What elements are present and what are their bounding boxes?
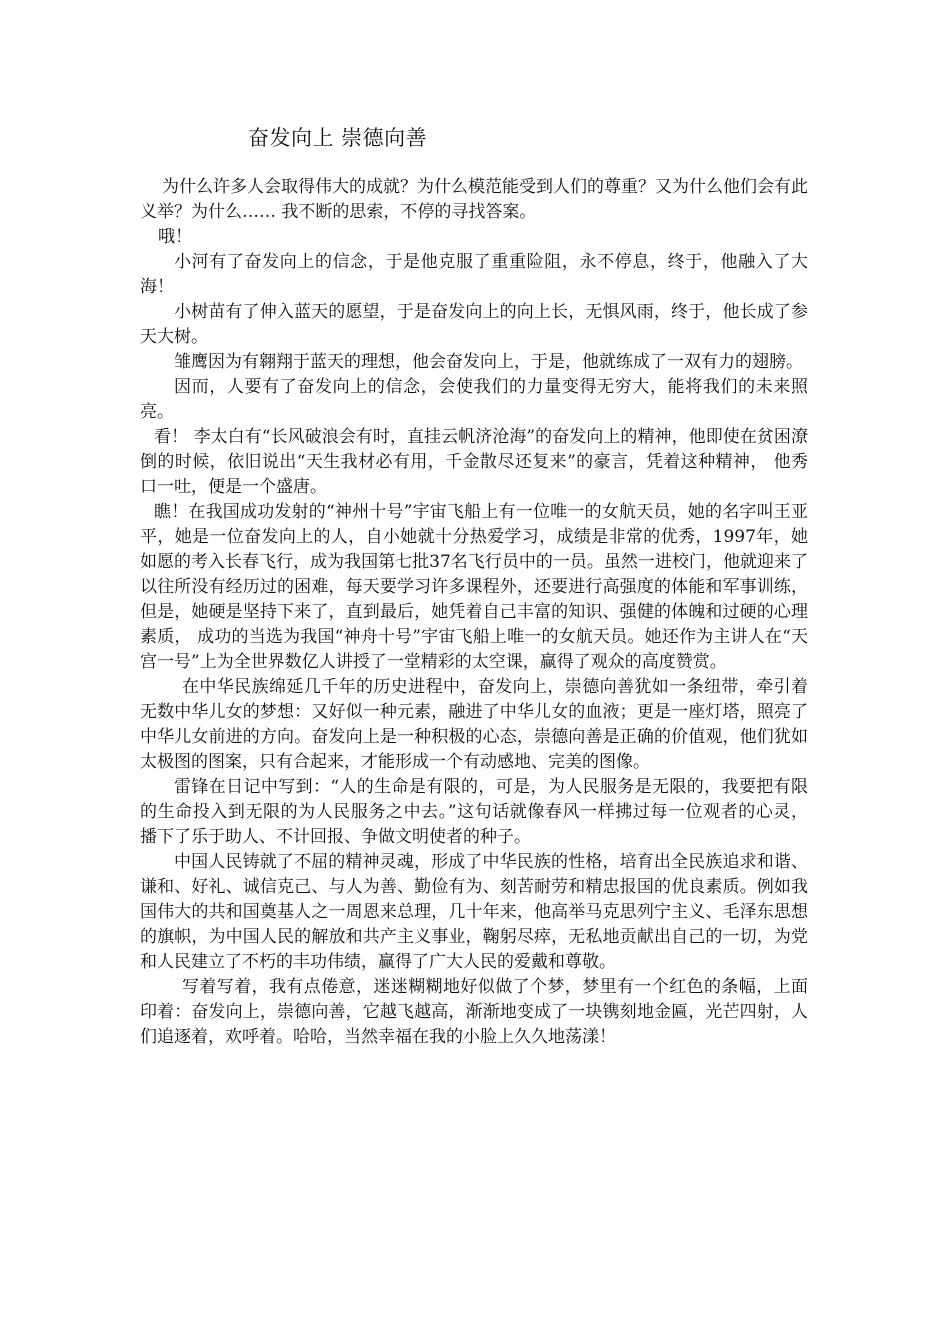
paragraph-dream: 写着写着，我有点倦意，迷迷糊糊地好似做了个梦，梦里有一个红色的条幅，上面印着：奋发向上，崇德向善，它越飞越高，渐渐地变成了一块镌刻地金匾，光芒四射，人们追逐着，欢呼着。哈哈，当然幸福在我的小脸上久久地荡漾！ [140,977,808,1047]
paragraph-lei-feng: 雷锋在日记中写到：“人的生命是有限的，可是，为人民服务是无限的，我要把有限的生命投入到无限的为人民服务之中去。”这句话就像春风一样拂过每一位观者的心灵， 播下了乐于助人、不计回报、争做文明使者的种子。 [140,777,808,847]
paragraph-intro: 为什么许多人会取得伟大的成就？为什么模范能受到人们的尊重？又为什么他们会有此义举？为什么…… 我不断的思索，不停的寻找答案。 [140,177,808,222]
paragraph-li-bai: 看！ 李太白有“长风破浪会有时，直挂云帆济沧海”的奋发向上的精神，他即使在贫困潦倒的时候，依旧说出“天生我材必有用，千金散尽还复来”的豪言，凭着这种精神， 他秀口一吐，便是一个盛唐。 [140,427,808,497]
document-title: 奋发向上 崇德向善 [248,126,428,150]
document-body [140,175,808,1050]
paragraph-exclamation: 哦！ [158,227,192,247]
paragraph-zhou-enlai: 中国人民铸就了不屈的精神灵魂，形成了中华民族的性格，培育出全民族追求和谐、谦和、好礼、诚信克己、与人为善、勤俭有为、刻苦耐劳和精忠报国的优良素质。例如我国伟大的共和国奠基人之一周恩来总理，几十年来，他高举马克思列宁主义、毛泽东思想的旗帜，为中国人民的解放和共产主义事业，鞠躬尽瘁，无私地贡献出自己的一切，为党和人民建立了不朽的丰功伟绩，赢得了广大人民的爱戴和尊敬。 [140,852,808,972]
paragraph-river: 小河有了奋发向上的信念，于是他克服了重重险阻，永不停息，终于，他融入了大海！ [140,252,808,297]
paragraph-sapling: 小树苗有了伸入蓝天的愿望，于是奋发向上的向上长，无惧风雨，终于，他长成了参天大树。 [140,302,808,347]
paragraph-chinese-nation: 在中华民族绵延几千年的历史进程中，奋发向上，崇德向善犹如一条纽带，牵引着无数中华儿女的梦想：又好似一种元素，融进了中华儿女的血液；更是一座灯塔，照亮了中华儿女前进的方向。奋发向上是一种积极的心态，崇德向善是正确的价值观，他们犹如太极图的图案，只有合起来，才能形成一个有动感地、完美的图像。 [140,677,808,772]
paragraph-wang-yaping: 瞧！在我国成功发射的“神州十号”宇宙飞船上有一位唯一的女航天员，她的名字叫王亚平，她是一位奋发向上的人，自小她就十分热爱学习，成绩是非常的优秀，1997年，她如愿的考入长春飞行，成为我国第七批37名飞行员中的一员。虽然一进校门，他就迎来了以往所没有经历过的困难，每天要学习许多课程外，还要进行高强度的体能和军事训练，但是，她硬是坚持下来了，直到最后，她凭着自己丰富的知识、强健的体魄和过硬的心理素质， 成功的当选为我国“神舟十号”宇宙飞船上唯一的女航天员。她还作为主讲人在“天宫一号”上为全世界数亿人讲授了一堂精彩的太空课，赢得了观众的高度赞赏。 [140,502,808,672]
paragraph-eaglet: 雏鹰因为有翱翔于蓝天的理想，他会奋发向上，于是，他就练成了一双有力的翅膀。 [174,352,803,372]
paragraph-therefore: 因而，人要有了奋发向上的信念，会使我们的力量变得无穷大，能将我们的未来照亮。 [140,377,808,422]
